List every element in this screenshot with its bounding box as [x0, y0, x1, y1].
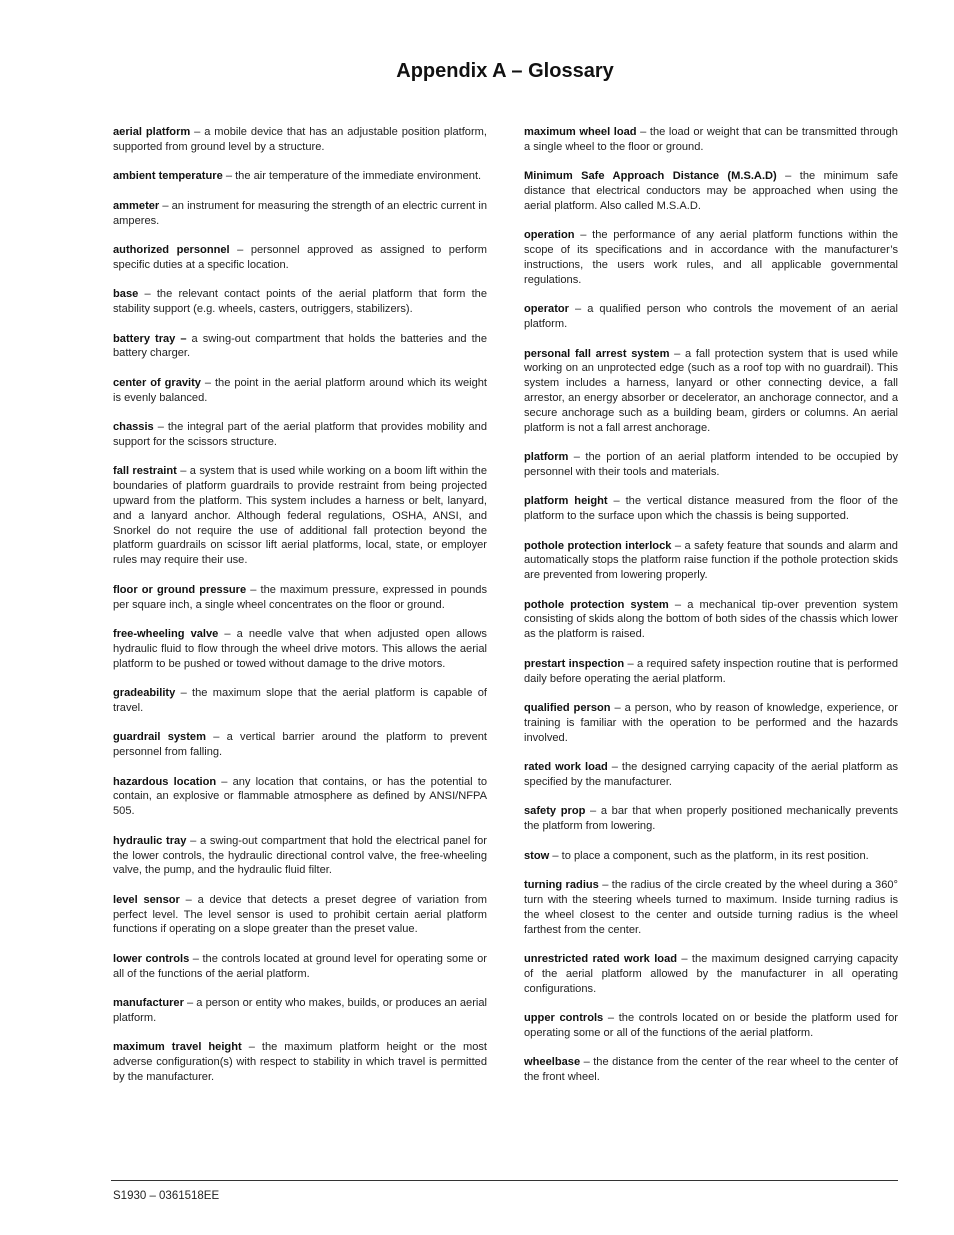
glossary-entry [113, 730, 487, 760]
glossary-entry [113, 775, 487, 819]
glossary-definition: – the radius of the circle created by the wheel during a 360° turn with the steering wheels turned to maximum. Inside turning radius is the wheel closest to the center and outside turning radius is the wheel farthest from the center. [524, 879, 898, 936]
glossary-definition: – a safety feature that sounds and alarm and automatically stops the platform raise function if the pothole protection skids are prevented from lowering properly. [524, 539, 898, 582]
glossary-definition: – the controls located at ground level for operating some or all of the functions of the aerial platform. [113, 952, 487, 980]
glossary-term: floor or ground pressure [113, 583, 247, 596]
footer-doc-id: S1930 – 0361518EE [113, 1190, 220, 1202]
glossary-definition: – the integral part of the aerial platform that provides mobility and support for the scissors structure. [113, 421, 487, 448]
glossary-entry [524, 302, 898, 332]
glossary-term: maximum wheel load [524, 126, 637, 138]
glossary-term: personal fall arrest system [524, 347, 670, 360]
glossary-term: maximum travel height [113, 1041, 242, 1054]
glossary-entry [524, 1055, 898, 1085]
glossary-definition: – the designed carrying capacity of the aerial platform as specified by the manufacturer. [524, 761, 898, 788]
glossary-term: prestart inspection [524, 657, 625, 670]
glossary-definition: – the vertical distance measured from the floor of the platform to the surface upon which the chassis is being supported. [524, 495, 898, 523]
glossary-definition: – the load or weight that can be transmitted through a single wheel to the floor or ground. [524, 126, 898, 153]
glossary-definition: – any location that contains, or has the potential to contain, an explosive or flammable atmosphere as defined by ANSI/NFPA 505. [113, 775, 487, 818]
glossary-term: hazardous location [113, 775, 217, 788]
glossary-term: platform [524, 450, 569, 463]
glossary-entry [113, 287, 487, 317]
glossary-entry [524, 760, 898, 790]
glossary-term: guardrail system [113, 731, 206, 744]
glossary-term: ambient temperature [113, 170, 223, 183]
glossary-entry [113, 199, 487, 229]
glossary-term: authorized personnel [113, 244, 230, 257]
footer-divider [111, 1180, 898, 1181]
glossary-entry [524, 450, 898, 480]
glossary-term: operation [524, 229, 575, 242]
glossary-entry [113, 243, 487, 273]
glossary-definition: – a needle valve that when adjusted open allows hydraulic fluid to flow through the wheel drive motors. This allows the aerial platform to be pushed or towed without damage to the drive motors. [113, 628, 487, 670]
glossary-term: hydraulic tray [113, 834, 187, 847]
glossary-term: manufacturer [113, 997, 184, 1010]
glossary-term: aerial platform [113, 126, 191, 138]
glossary-definition: a swing-out compartment that holds the batteries and the battery charger. [113, 332, 487, 360]
glossary-definition: – a qualified person who controls the movement of an aerial platform. [524, 303, 898, 331]
glossary-definition: – a system that is used while working on a boom lift within the boundaries of platform guardrails to provide restraint from being projected upward from the platform. This system includes a harness or belt, lanyard, and a lanyard anchor. Although federal regulations, OSHA, ANSI, and Snorkel do not require the use of additional fall protection beyond the platform guardrails on scissor lift aerial platforms, local, state, or employer rules may require their use. [113, 465, 487, 567]
glossary-definition: – the performance of any aerial platform functions within the scope of its specifications and in accordance with the manufacturer’s instructions, the users work rules, and all applicable governmental regulations. [524, 229, 898, 286]
glossary-entry [524, 1011, 898, 1041]
glossary-entry [113, 952, 487, 982]
glossary-term: safety prop [524, 805, 586, 818]
glossary-entry [113, 376, 487, 406]
glossary-entry [113, 464, 487, 568]
glossary-entry [113, 169, 487, 184]
glossary-entry [113, 686, 487, 716]
glossary-definition: – the maximum slope that the aerial platform is capable of travel. [113, 687, 487, 714]
glossary-definition: – a swing-out compartment that hold the electrical panel for the lower controls, the hydraulic directional control valve, the free-wheeling valve, the pump, and the hydraulic fluid filter. [113, 834, 487, 877]
glossary-definition: – a device that detects a preset degree of variation from perfect level. The level sensor is used to prohibit certain aerial platform functions if operating on a slope greater than the preset value. [113, 893, 487, 936]
glossary-term: stow [524, 849, 550, 862]
glossary-definition: – the distance from the center of the rear wheel to the center of the front wheel. [524, 1056, 898, 1084]
glossary-definition: – the maximum designed carrying capacity of the aerial platform allowed by the manufacturer in all operating configurations. [524, 952, 899, 995]
glossary-term: unrestricted rated work load [524, 952, 678, 965]
glossary-term: qualified person [524, 701, 611, 714]
glossary-entry [524, 657, 898, 687]
glossary-term: free-wheeling valve [113, 628, 219, 640]
glossary-definition: – the minimum safe distance that electrical conductors may be approached when using the aerial platform. Also called M.S.A.D. [524, 170, 898, 212]
glossary-definition: – a vertical barrier around the platform to prevent personnel from falling. [113, 731, 487, 759]
glossary-entry [524, 849, 898, 864]
glossary-entry [524, 952, 898, 996]
glossary-term: pothole protection system [524, 598, 669, 611]
glossary-entry [524, 125, 898, 155]
glossary-definition: – a fall protection system that is used while working on an unprotected edge (such as a roof top with no guardrail). This system includes a harness, lanyard or other connecting device, a fall arrestor, an energy absorber or decelerator, an anchorage connector, and a secure anchorage such as a building beam, girders or columns. An aerial platform is not a fall arrest anchorage. [524, 347, 898, 434]
glossary-definition: – the air temperature of the immediate environment. [222, 170, 482, 183]
glossary-definition: – the maximum pressure, expressed in pounds per square inch, a single wheel concentrates on the floor or ground. [113, 583, 487, 611]
glossary-entry [113, 125, 487, 155]
glossary-term: fall restraint [113, 465, 177, 478]
glossary-term: level sensor [113, 893, 180, 906]
glossary-definition: – the maximum platform height or the most adverse configuration(s) with respect to stability in which travel is permitted by the manufacturer. [113, 1041, 488, 1084]
glossary-definition: – a person or entity who makes, builds, or produces an aerial platform. [113, 997, 487, 1024]
glossary-entry [524, 494, 898, 524]
glossary-entry [113, 627, 487, 671]
glossary-term: gradeability [113, 687, 176, 700]
glossary-column-left [113, 125, 487, 1100]
glossary-term: upper controls [524, 1012, 604, 1025]
glossary-entry [524, 701, 898, 745]
glossary-term: Minimum Safe Approach Distance (M.S.A.D) [524, 170, 777, 183]
glossary-term: chassis [113, 421, 154, 434]
glossary-definition: – to place a component, such as the platform, in its rest position. [549, 849, 869, 862]
glossary-entry [113, 1040, 487, 1084]
glossary-term: ammeter [113, 199, 160, 212]
glossary-definition: – a person, who by reason of knowledge, experience, or training is familiar with the operation to be performed and the hazards involved. [524, 701, 899, 744]
glossary-term: pothole protection interlock [524, 539, 672, 552]
glossary-entry [524, 539, 898, 583]
glossary-entry [113, 583, 487, 613]
glossary-definition: – a required safety inspection routine that is performed daily before operating the aerial platform. [524, 657, 898, 685]
glossary-column-right [524, 125, 898, 1100]
glossary-entry [113, 996, 487, 1026]
glossary-term: center of gravity [113, 376, 201, 389]
glossary-definition: – a bar that when properly positioned mechanically prevents the platform from lowering. [524, 805, 898, 833]
page-title: Appendix A – Glossary [396, 60, 614, 82]
glossary-definition: – the point in the aerial platform around which its weight is evenly balanced. [113, 376, 488, 404]
glossary-term: rated work load [524, 761, 608, 774]
glossary-entry [113, 893, 487, 937]
glossary-term: base [113, 288, 139, 301]
glossary-term: operator [524, 303, 569, 316]
glossary-term: wheelbase [524, 1056, 581, 1069]
glossary-definition: – the controls located on or beside the platform used for operating some or all of the functions of the aerial platform. [524, 1012, 898, 1039]
glossary-definition: – the relevant contact points of the aerial platform that form the stability support (e.g. wheels, casters, outriggers, stabilizers). [113, 288, 487, 316]
glossary-definition: – the portion of an aerial platform intended to be occupied by personnel with their tools and materials. [524, 450, 898, 478]
glossary-definition: – a mechanical tip-over prevention system consisting of skids along the bottom of both sides of the chassis which lower as the platform is raised. [524, 598, 898, 641]
glossary-definition: – personnel approved as assigned to perform specific duties at a specific location. [113, 244, 488, 271]
glossary-entry [524, 878, 898, 937]
glossary-entry [524, 804, 898, 834]
glossary-term: battery tray – [113, 332, 187, 345]
glossary-term: turning radius [524, 879, 599, 892]
glossary-definition: – a mobile device that has an adjustable position platform, supported from ground level by a structure. [113, 126, 487, 153]
glossary-term: platform height [524, 495, 608, 508]
glossary-entry [524, 228, 898, 287]
glossary-entry [113, 420, 487, 450]
glossary-entry [524, 598, 898, 642]
glossary-entry [113, 332, 487, 362]
glossary-definition: – an instrument for measuring the strength of an electric current in amperes. [113, 199, 487, 227]
glossary-entry [524, 347, 898, 436]
glossary-term: lower controls [113, 952, 190, 965]
glossary-entry [524, 169, 898, 213]
glossary-entry [113, 834, 487, 878]
